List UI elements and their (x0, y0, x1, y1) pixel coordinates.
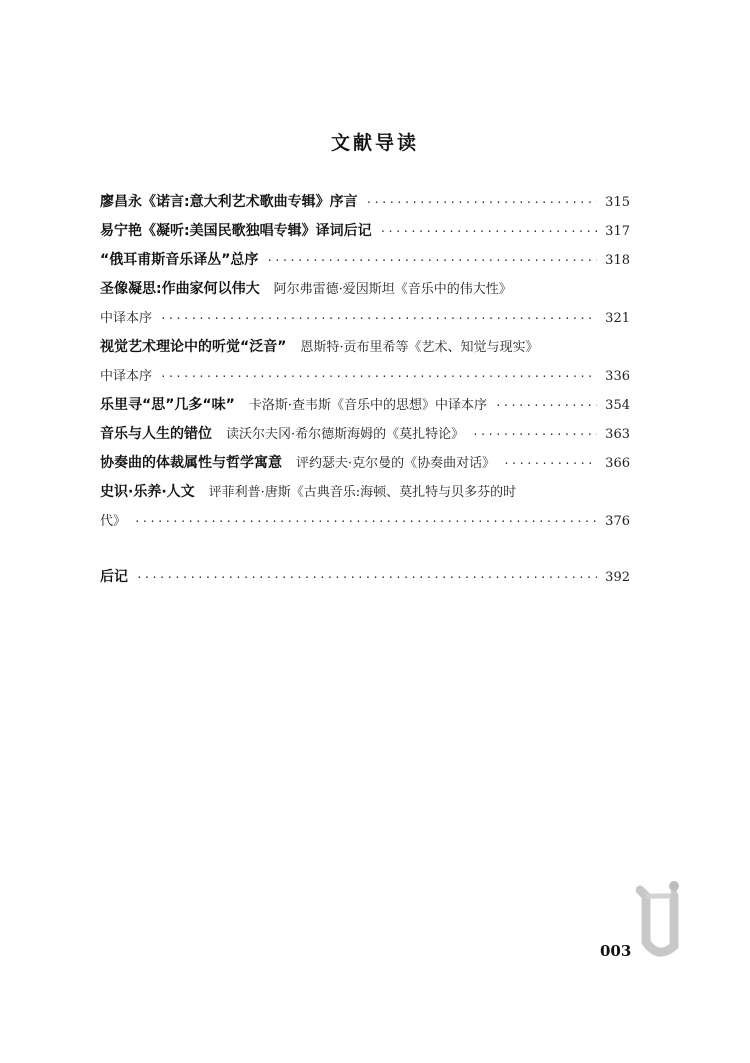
entry-title: 易宁艳《凝听:美国民歌独唱专辑》译词后记 (100, 223, 372, 239)
entry-subtitle-continued: 中译本序 (100, 369, 153, 384)
toc-line (100, 478, 630, 507)
entry-title: 音乐与人生的错位 (100, 426, 212, 442)
page-number: 315 (605, 195, 630, 210)
page-number: 376 (605, 514, 630, 529)
entry-subtitle-continued: 中译本序 (100, 311, 153, 326)
spacer (100, 536, 630, 563)
entry-title: 协奏曲的体裁属性与哲学寓意 (100, 455, 282, 471)
page-number: 318 (605, 253, 630, 268)
toc-line (100, 507, 630, 536)
toc-line (100, 420, 630, 449)
dot-leader (495, 391, 597, 420)
page-number: 366 (605, 456, 630, 471)
dot-leader (503, 449, 597, 478)
page-number: 336 (605, 369, 630, 384)
toc-line (100, 449, 630, 478)
dot-leader (380, 217, 598, 246)
entry-title: “俄耳甫斯音乐译丛”总序 (100, 252, 259, 268)
entry-subtitle: 评约瑟夫·克尔曼的《协奏曲对话》 (296, 456, 496, 471)
table-of-contents (100, 188, 630, 592)
dot-leader (160, 304, 597, 333)
page-number: 321 (605, 311, 630, 326)
entry-title: 史识·乐养·人文 (100, 484, 195, 500)
page-number: 392 (605, 570, 630, 585)
dot-leader (266, 246, 597, 275)
toc-entry[interactable] (100, 188, 630, 217)
toc-line (100, 188, 630, 217)
toc-entry[interactable] (100, 246, 630, 275)
toc-line (100, 246, 630, 275)
entry-subtitle: 卡洛斯·查韦斯《音乐中的思想》中译本序 (248, 398, 487, 413)
toc-entry[interactable] (100, 275, 630, 333)
entry-title: 后记 (100, 569, 128, 585)
entry-title: 圣像凝思:作曲家何以伟大 (100, 281, 260, 297)
page-number: 354 (605, 398, 630, 413)
entry-subtitle: 阿尔弗雷德·爱因斯坦《音乐中的伟大性》 (273, 282, 512, 297)
toc-line (100, 304, 630, 333)
entry-subtitle: 读沃尔夫冈·希尔德斯海姆的《莫扎特论》 (226, 427, 465, 442)
entry-title: 廖昌永《诺言:意大利艺术歌曲专辑》序言 (100, 194, 358, 210)
dot-leader (134, 507, 597, 536)
entry-title: 乐里寻“思”几多“味” (100, 397, 235, 413)
toc-line (100, 391, 630, 420)
toc-entry[interactable] (100, 420, 630, 449)
page-number: 363 (605, 427, 630, 442)
toc-line (100, 362, 630, 391)
toc-line (100, 333, 630, 362)
dot-leader (366, 188, 598, 217)
toc-line (100, 563, 630, 592)
lyre-icon (636, 880, 686, 964)
toc-entry[interactable] (100, 449, 630, 478)
dot-leader (136, 563, 597, 592)
toc-entry[interactable] (100, 478, 630, 536)
toc-entry[interactable] (100, 217, 630, 246)
toc-line (100, 275, 630, 304)
toc-entry[interactable] (100, 333, 630, 391)
section-heading: 文献导读 (330, 132, 419, 154)
page-number-folio: 003 (600, 942, 632, 960)
entry-subtitle-continued: 代》 (100, 514, 127, 529)
toc-entry-afterword[interactable] (100, 563, 630, 592)
entry-subtitle: 评菲利普·唐斯《古典音乐:海顿、莫扎特与贝多芬的时 (208, 485, 517, 500)
toc-entry[interactable] (100, 391, 630, 420)
entry-title: 视觉艺术理论中的听觉“泛音” (100, 339, 287, 355)
entry-subtitle: 恩斯特·贡布里希等《艺术、知觉与现实》 (300, 340, 539, 355)
dot-leader (160, 362, 597, 391)
page-number: 317 (605, 224, 630, 239)
dot-leader (472, 420, 597, 449)
toc-line (100, 217, 630, 246)
